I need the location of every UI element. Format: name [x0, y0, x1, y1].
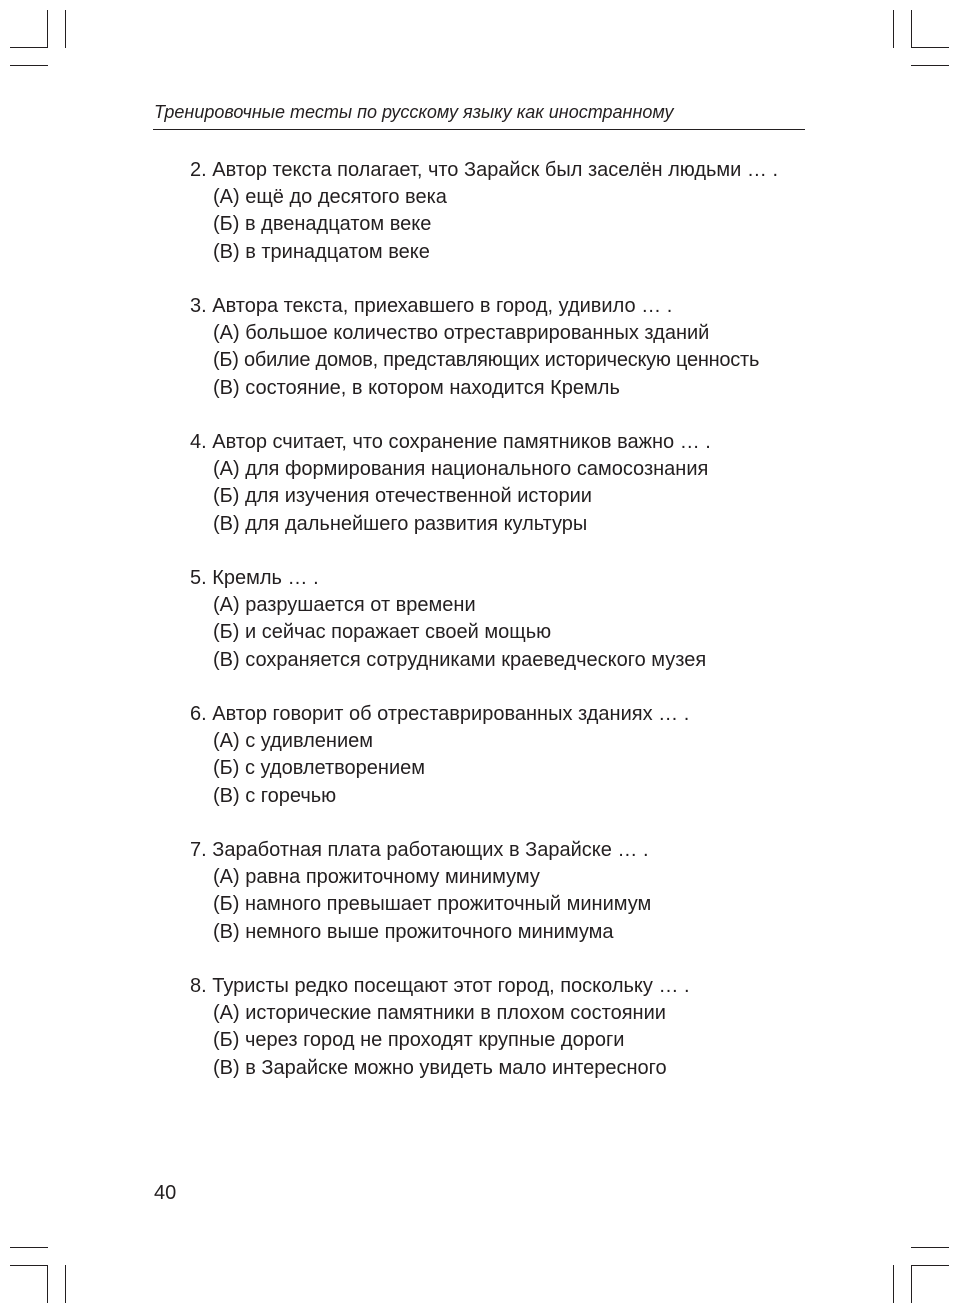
answer-option: (В) в Зарайске можно увидеть мало интересного: [213, 1056, 667, 1079]
crop-mark: [893, 10, 894, 48]
answer-option: (А) с удивлением: [213, 730, 373, 753]
page-number: 40: [154, 1182, 177, 1204]
crop-mark: [47, 1265, 48, 1303]
answer-option: (В) немного выше прожиточного минимума: [213, 920, 614, 943]
crop-mark: [893, 1265, 894, 1303]
answer-option: (А) большое количество отреставрированных зданий: [213, 322, 710, 345]
crop-mark: [911, 47, 949, 48]
answer-option: (Б) для изучения отечественной истории: [213, 485, 592, 508]
answer-option: (А) исторические памятники в плохом состоянии: [213, 1002, 666, 1025]
answer-options: [190, 456, 820, 538]
question-stem: 4. Автор считает, что сохранение памятников важно … .: [190, 431, 711, 453]
answer-option: (Б) обилие домов, представляющих историческую ценность: [213, 349, 760, 372]
crop-mark: [911, 1247, 949, 1248]
question-5: [190, 565, 820, 674]
answer-options: [190, 1000, 820, 1082]
question-4: [190, 429, 820, 538]
question-3: [190, 293, 820, 402]
answer-options: [190, 728, 820, 810]
question-list: [190, 157, 820, 1109]
answer-option: (В) сохраняется сотрудниками краеведческого музея: [213, 648, 707, 671]
question-8: [190, 973, 820, 1082]
answer-option: (В) состояние, в котором находится Кремль: [213, 376, 620, 399]
answer-option: (Б) намного превышает прожиточный минимум: [213, 893, 652, 916]
question-stem: 6. Автор говорит об отреставрированных зданиях … .: [190, 703, 690, 725]
question-stem: 7. Заработная плата работающих в Зарайске … .: [190, 839, 649, 861]
answer-option: (Б) в двенадцатом веке: [213, 213, 432, 236]
answer-option: (Б) и сейчас поражает своей мощью: [213, 621, 552, 644]
answer-options: [190, 184, 820, 266]
answer-options: [190, 592, 820, 674]
question-7: [190, 837, 820, 946]
header-rule: [153, 129, 805, 130]
question-stem: 2. Автор текста полагает, что Зарайск был заселён людьми … .: [190, 159, 779, 181]
answer-option: (Б) через город не проходят крупные дороги: [213, 1029, 625, 1052]
running-header: Тренировочные тесты по русскому языку как иностранному: [154, 102, 674, 122]
question-6: [190, 701, 820, 810]
crop-mark: [911, 1265, 949, 1266]
crop-mark: [10, 65, 48, 66]
crop-mark: [10, 1247, 48, 1248]
answer-options: [190, 320, 820, 402]
question-stem: 8. Туристы редко посещают этот город, поскольку … .: [190, 975, 690, 997]
answer-option: (А) разрушается от времени: [213, 594, 476, 617]
crop-mark: [911, 65, 949, 66]
answer-option: (В) в тринадцатом веке: [213, 240, 430, 263]
answer-option: (А) для формирования национального самосознания: [213, 458, 709, 481]
crop-mark: [911, 10, 912, 48]
answer-option: (А) ещё до десятого века: [213, 186, 447, 209]
question-2: [190, 157, 820, 266]
crop-mark: [10, 1265, 48, 1266]
question-stem: 3. Автора текста, приехавшего в город, удивило … .: [190, 295, 673, 317]
answer-option: (А) равна прожиточному минимуму: [213, 866, 540, 889]
answer-options: [190, 864, 820, 946]
crop-mark: [911, 1265, 912, 1303]
crop-mark: [65, 10, 66, 48]
question-stem: 5. Кремль … .: [190, 567, 319, 589]
answer-option: (В) для дальнейшего развития культуры: [213, 512, 588, 535]
crop-mark: [10, 47, 48, 48]
answer-option: (В) с горечью: [213, 784, 337, 807]
crop-mark: [65, 1265, 66, 1303]
answer-option: (Б) с удовлетворением: [213, 757, 426, 780]
crop-mark: [47, 10, 48, 48]
